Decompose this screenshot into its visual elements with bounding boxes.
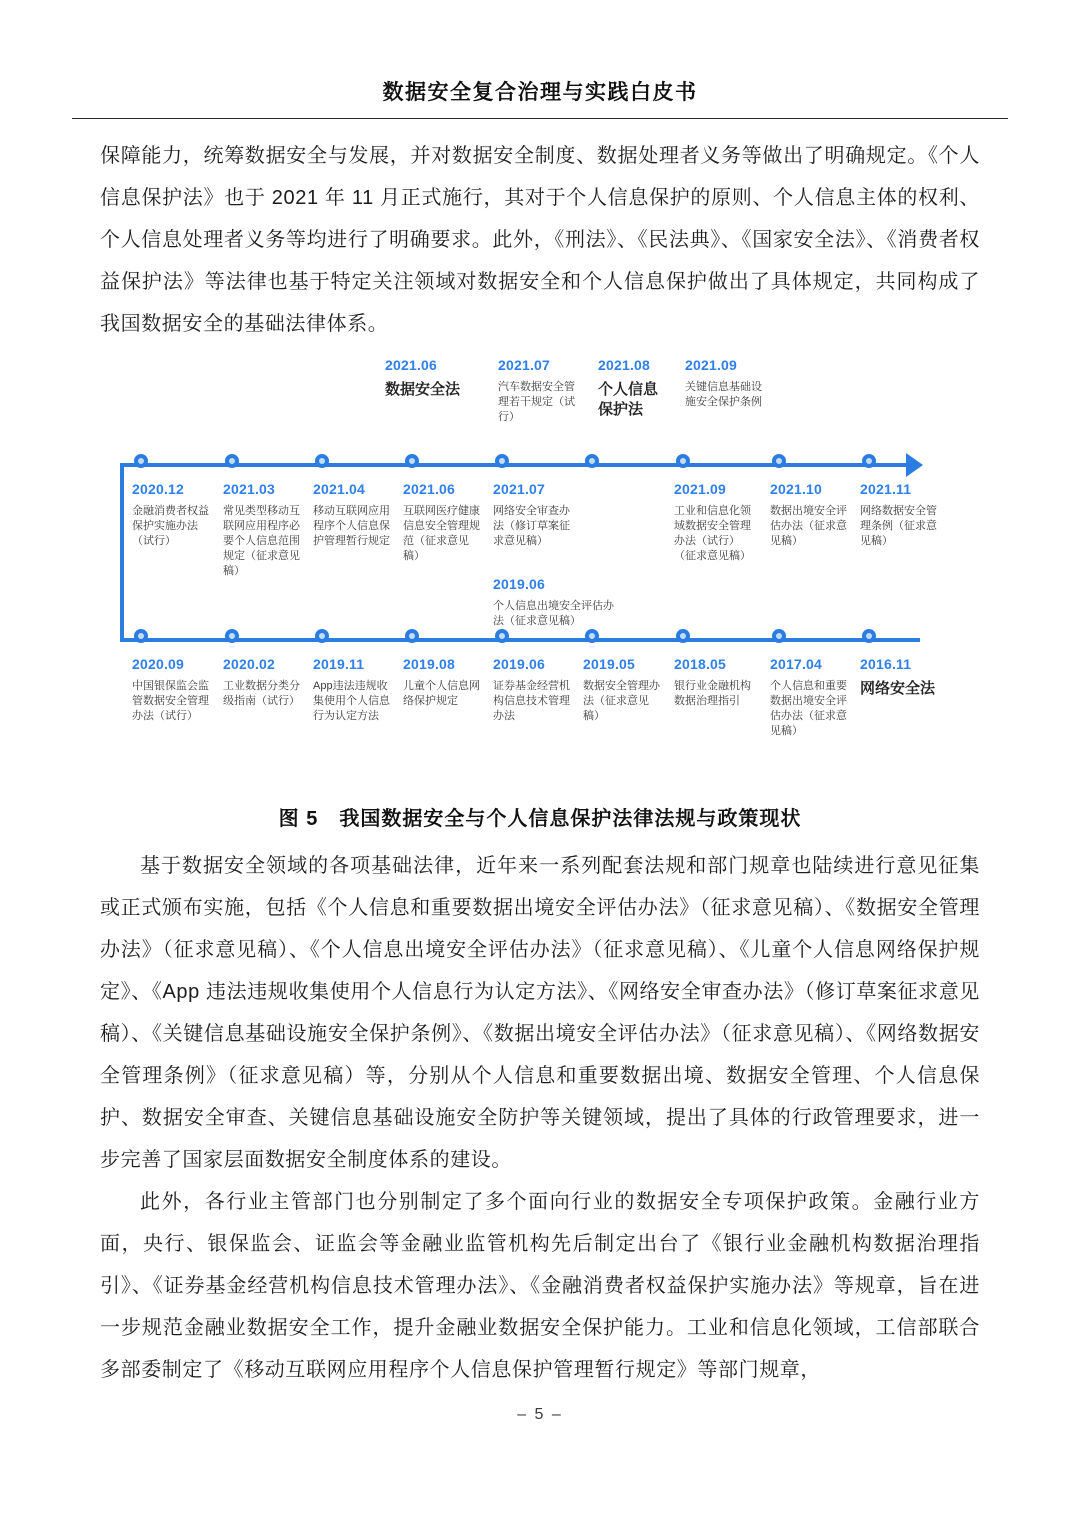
timeline-entry xyxy=(403,656,481,709)
timeline-entry-text: 儿童个人信息网络保护规定 xyxy=(403,680,480,707)
timeline-date: 2017.04 xyxy=(770,656,823,672)
timeline-date: 2021.06 xyxy=(403,481,456,497)
timeline-date: 2021.06 xyxy=(385,357,438,373)
timeline-entry xyxy=(860,481,938,549)
timeline-bottom-axis xyxy=(120,638,920,642)
timeline-node xyxy=(772,454,786,468)
timeline-node xyxy=(676,629,690,643)
timeline-entry-text: 金融消费者权益保护实施办法（试行） xyxy=(132,505,209,547)
paragraph-legal-basis: 保障能力，统筹数据安全与发展，并对数据安全制度、数据处理者义务等做出了明确规定。《个人信息保护法》也于 2021 年 11 月正式施行，其对于个人信息保护的原则、个人信息主体的权利、个人信息处理者义务等均进行了明确要求。此外，《刑法》、《民法典》、《国家安全法》、《消费者权益保护法》等法律也基于特定关注领域对数据安全和个人信息保护做出了具体规定，共同构成了我国数据安全的基础法律体系。 xyxy=(100,145,980,335)
timeline-entry xyxy=(313,481,391,549)
timeline-date: 2019.06 xyxy=(493,656,546,672)
page-header xyxy=(72,0,1008,119)
timeline-entry-text: 证券基金经营机构信息技术管理办法 xyxy=(493,680,570,722)
timeline-date: 2018.05 xyxy=(674,656,727,672)
figure-caption: 图 5 我国数据安全与个人信息保护法律法规与政策现状 xyxy=(278,808,802,830)
timeline-date: 2016.11 xyxy=(860,656,912,672)
timeline-law-name: 个人信息保护法 xyxy=(598,381,659,418)
timeline-date: 2020.09 xyxy=(132,656,185,672)
timeline-entry-text: 数据安全管理办法（征求意见稿） xyxy=(583,680,660,722)
timeline-entry xyxy=(223,481,301,579)
timeline-entry xyxy=(674,481,752,564)
timeline-date: 2021.10 xyxy=(770,481,823,497)
timeline-entry-text: 关键信息基础设施安全保护条例 xyxy=(685,381,762,408)
timeline-node xyxy=(134,629,148,643)
timeline-entry xyxy=(132,481,210,549)
timeline-figure xyxy=(100,355,980,780)
timeline-node xyxy=(225,629,239,643)
timeline-left-connector xyxy=(120,463,124,642)
timeline-entry-text: App违法违规收集使用个人信息行为认定方法 xyxy=(313,680,390,722)
timeline-entry-text: 汽车数据安全管理若干规定（试行） xyxy=(498,381,575,423)
timeline-entry xyxy=(132,656,210,724)
timeline-entry xyxy=(493,576,623,629)
timeline-node xyxy=(315,454,329,468)
timeline-node xyxy=(405,454,419,468)
timeline-entry-text: 常见类型移动互联网应用程序必要个人信息范围规定（征求意见稿） xyxy=(223,505,300,577)
timeline-entry xyxy=(598,357,670,420)
timeline-entry xyxy=(583,656,661,724)
timeline-node xyxy=(676,454,690,468)
timeline-entry xyxy=(674,656,752,709)
timeline-date: 2020.02 xyxy=(223,656,276,672)
timeline-node xyxy=(225,454,239,468)
timeline-entry-text: 网络安全审查办法（修订草案征求意见稿） xyxy=(493,505,570,547)
timeline-node xyxy=(315,629,329,643)
timeline-entry xyxy=(770,656,848,739)
timeline-node xyxy=(585,629,599,643)
timeline-entry-text: 工业数据分类分级指南（试行） xyxy=(223,680,300,707)
page-content xyxy=(100,135,980,1391)
timeline-entry-text: 银行业金融机构数据治理指引 xyxy=(674,680,751,707)
timeline-entry-text: 个人信息和重要数据出境安全评估办法（征求意见稿） xyxy=(770,680,847,737)
timeline-date: 2021.07 xyxy=(498,357,551,373)
timeline-law-name: 数据安全法 xyxy=(385,381,461,398)
timeline-entry-text: 工业和信息化领域数据安全管理办法（试行）（征求意见稿） xyxy=(674,505,751,562)
timeline-entry-text: 互联网医疗健康信息安全管理规范（征求意见稿） xyxy=(403,505,480,562)
page-number: – 5 – xyxy=(517,1406,563,1423)
paragraph-regulations: 基于数据安全领域的各项基础法律，近年来一系列配套法规和部门规章也陆续进行意见征集或正式颁布实施，包括《个人信息和重要数据出境安全评估办法》（征求意见稿）、《数据安全管理办法》（征求意见稿）、《个人信息出境安全评估办法》（征求意见稿）、《儿童个人信息网络保护规定》、《App 违法违规收集使用个人信息行为认定方法》、《网络安全审查办法》（修订草案征求意见稿）、《关键信息基础设施安全保护条例》、《数据出境安全评估办法》（征求意见稿）、《网络数据安全管理条例》（征求意见稿）等，分别从个人信息和重要数据出境、数据安全管理、个人信息保护、数据安全审查、关键信息基础设施安全防护等关键领域，提出了具体的行政管理要求，进一步完善了国家层面数据安全制度体系的建设。 xyxy=(100,855,980,1171)
timeline-entry xyxy=(403,481,481,564)
timeline-date: 2021.09 xyxy=(685,357,738,373)
document-title: 数据安全复合治理与实践白皮书 xyxy=(382,81,698,104)
timeline-date: 2019.06 xyxy=(493,576,546,592)
paragraph-industry-policies: 此外，各行业主管部门也分别制定了多个面向行业的数据安全专项保护政策。金融行业方面，央行、银保监会、证监会等金融业监管机构先后制定出台了《银行业金融机构数据治理指引》、《证券基金经营机构信息技术管理办法》、《金融消费者权益保护实施办法》等规章，旨在进一步规范金融业数据安全工作，提升金融业数据安全保护能力。工业和信息化领域，工信部联合多部委制定了《移动互联网应用程序个人信息保护管理暂行规定》等部门规章， xyxy=(100,1191,980,1381)
timeline-node xyxy=(495,629,509,643)
timeline-node xyxy=(405,629,419,643)
timeline-date: 2021.07 xyxy=(493,481,546,497)
timeline-entry xyxy=(770,481,848,549)
timeline-date: 2021.04 xyxy=(313,481,366,497)
timeline-entry-text: 网络数据安全管理条例（征求意见稿） xyxy=(860,505,937,547)
timeline-date: 2021.08 xyxy=(598,357,651,373)
timeline-node xyxy=(495,454,509,468)
timeline-node xyxy=(862,629,876,643)
timeline-date: 2021.11 xyxy=(860,481,912,497)
timeline-date: 2020.12 xyxy=(132,481,185,497)
timeline-entry xyxy=(385,357,477,400)
timeline-entry xyxy=(313,656,391,724)
timeline-law-name: 网络安全法 xyxy=(860,680,936,697)
timeline-node xyxy=(134,454,148,468)
timeline-entry xyxy=(223,656,301,709)
timeline-arrow-icon xyxy=(906,453,923,477)
timeline-entry-text: 个人信息出境安全评估办法（征求意见稿） xyxy=(493,600,614,627)
timeline-date: 2019.05 xyxy=(583,656,636,672)
timeline-entry xyxy=(685,357,763,410)
timeline-node xyxy=(772,629,786,643)
timeline-entry xyxy=(493,481,571,549)
timeline-node xyxy=(585,454,599,468)
timeline-date: 2019.08 xyxy=(403,656,456,672)
timeline-date: 2021.03 xyxy=(223,481,276,497)
timeline-entry xyxy=(860,656,956,699)
timeline-node xyxy=(862,454,876,468)
timeline-entry-text: 移动互联网应用程序个人信息保护管理暂行规定 xyxy=(313,505,390,547)
timeline-entry-text: 数据出境安全评估办法（征求意见稿） xyxy=(770,505,847,547)
timeline-entry-text: 中国银保监会监管数据安全管理办法（试行） xyxy=(132,680,209,722)
timeline-entry xyxy=(498,357,576,425)
timeline-date: 2019.11 xyxy=(313,656,365,672)
timeline-entry xyxy=(493,656,571,724)
timeline-date: 2021.09 xyxy=(674,481,727,497)
